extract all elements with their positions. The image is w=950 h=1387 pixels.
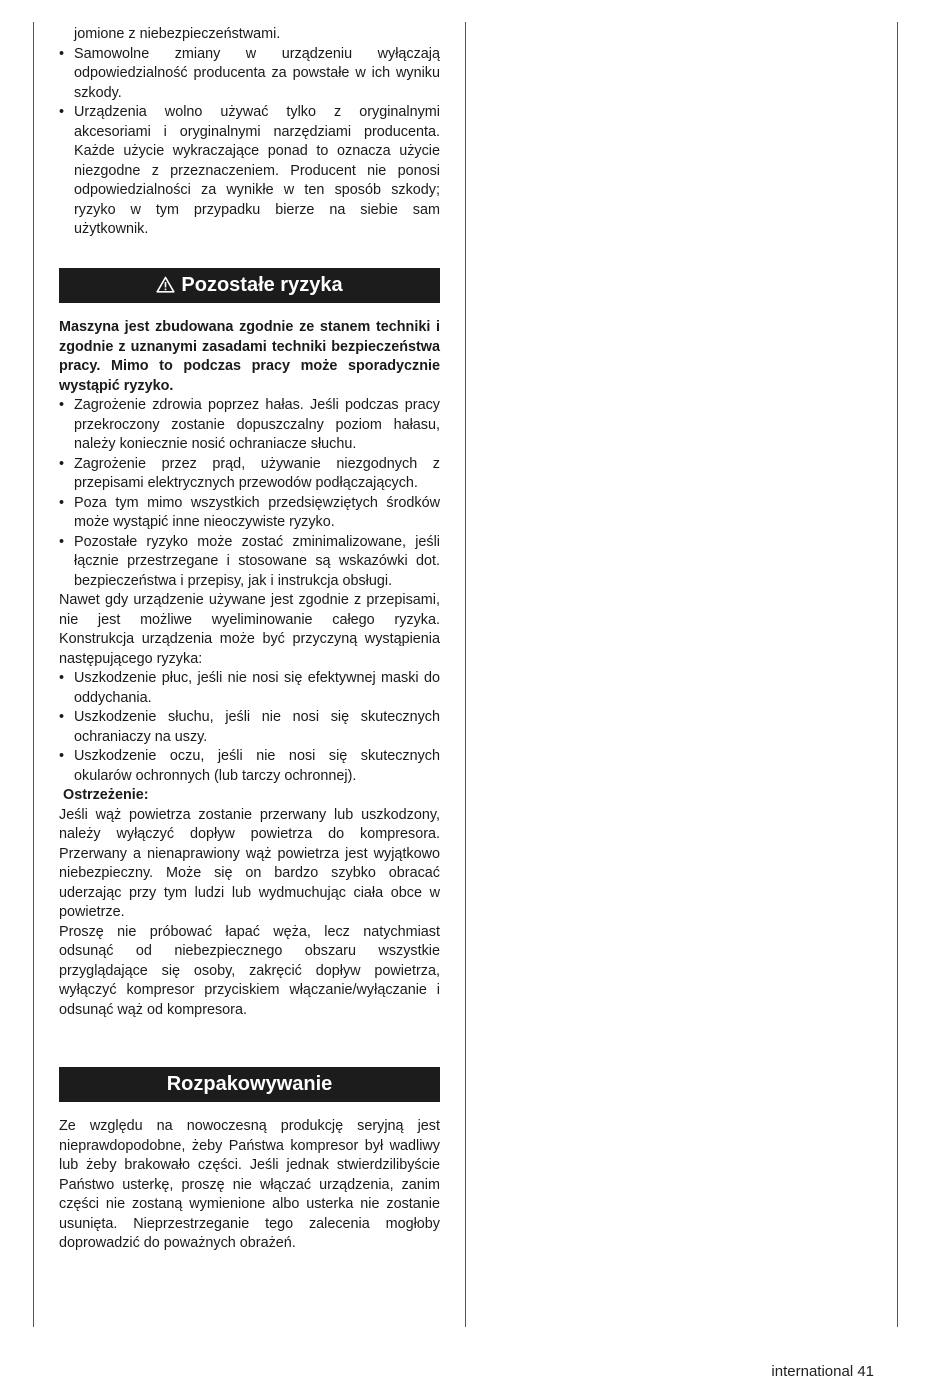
bold-intro: Maszyna jest zbudowana zgodnie ze stanem techniki i zgodnie z uznanymi zasadami techniki bezpieczeństwa pracy. Mimo to podczas pracy może sporadycznie wystąpić ryzyko. xyxy=(59,319,440,394)
center-column-rule xyxy=(465,22,466,1327)
left-column-rule xyxy=(33,22,34,1327)
list-item: • Zagrożenie zdrowia poprzez hałas. Jeśli podczas pracy przekroczony zostanie dopuszczalny poziom hałasu, należy koniecznie nosić ochraniacze słuchu. xyxy=(59,396,440,455)
residual-risks-body xyxy=(59,318,440,1020)
heading-label: Rozpakowywanie xyxy=(166,1073,333,1095)
warning-paragraph-1: Jeśli wąż powietrza zostanie przerwany lub uszkodzony, należy wyłączyć dopływ powietrza do kompresora. Przerwany a nienaprawiony wąż powietrza jest wyjątkowo niebezpieczny. Może się on bardzo szybko obracać uderzając przy tym ludzi lub wydmuchując ciała obce w powietrze. xyxy=(59,806,440,920)
warning-paragraph-2: Proszę nie próbować łapać węża, lecz natychmiast odsunąć od niebezpiecznego obszaru wszystkie przyglądające się osoby, zakręcić dopływ powietrza, wyłączyć kompresor przyciskiem włączanie/wyłączanie i odsunąć wąż od kompresora. xyxy=(59,923,440,1018)
top-text-block xyxy=(59,25,440,240)
list-item: • Urządzenia wolno używać tylko z oryginalnymi akcesoriami i oryginalnymi narzędziami producenta. Każde użycie wykraczające ponad to oznacza użycie niezgodne z przeznaczeniem. Producent nie ponosi odpowiedzialności za wynikłe w ten sposób szkody; ryzyko w tym przypadku bierze na siebie sam użytkownik. xyxy=(59,103,440,240)
list-item: • Pozostałe ryzyko może zostać zminimalizowane, jeśli łącznie przestrzegane i stosowane są wskazówki dot. bezpieczeństwa i przepisy, jak i instrukcja obsługi. xyxy=(59,533,440,592)
unpacking-body xyxy=(59,1117,440,1254)
heading-label: Pozostałe ryzyka xyxy=(181,274,343,296)
list-item: • Uszkodzenie słuchu, jeśli nie nosi się skutecznych ochraniaczy na uszy. xyxy=(59,708,440,747)
warning-triangle-icon xyxy=(156,270,175,305)
unpacking-paragraph: Ze względu na nowoczesną produkcję seryjną jest nieprawdopodobne, żeby Państwa kompresor był wadliwy lub żeby brakowało części. Jeśli jednak stwierdzilibyście Państwo usterkę, proszę nie włączać urządzenia, zanim części nie zostaną wymienione albo usterka nie zostanie usunięta. Nieprzestrzeganie tego zalecenia mogłoby doprowadzić do poważnych obrażeń. xyxy=(59,1118,440,1251)
intro-line: jomione z niebezpieczeństwami. xyxy=(74,26,281,42)
injury-bullet-list xyxy=(59,669,440,786)
top-bullet-list xyxy=(59,45,440,240)
page-footer: international 41 xyxy=(771,1363,874,1380)
list-item: • Poza tym mimo wszystkich przedsięwziętych środków może wystąpić inne nieoczywiste ryzyko. xyxy=(59,494,440,533)
list-item: • Uszkodzenie oczu, jeśli nie nosi się skutecznych okularów ochronnych (lub tarczy ochronnej). xyxy=(59,747,440,786)
list-item: • Samowolne zmiany w urządzeniu wyłączają odpowiedzialność producenta za powstałe w ich wyniku szkody. xyxy=(59,45,440,104)
residual-risks-heading xyxy=(59,268,440,303)
risk-paragraph: Nawet gdy urządzenie używane jest zgodnie z przepisami, nie jest możliwe wyeliminowanie całego ryzyka. Konstrukcja urządzenia może być przyczyną wystąpienia następującego ryzyka: xyxy=(59,592,440,667)
unpacking-heading xyxy=(59,1067,440,1102)
right-column-rule xyxy=(897,22,898,1327)
list-item: • Zagrożenie przez prąd, używanie niezgodnych z przepisami elektrycznych przewodów podłączających. xyxy=(59,455,440,494)
risk-bullet-list xyxy=(59,396,440,591)
list-item: • Uszkodzenie płuc, jeśli nie nosi się efektywnej maski do oddychania. xyxy=(59,669,440,708)
warning-label: Ostrzeżenie: xyxy=(63,787,149,803)
